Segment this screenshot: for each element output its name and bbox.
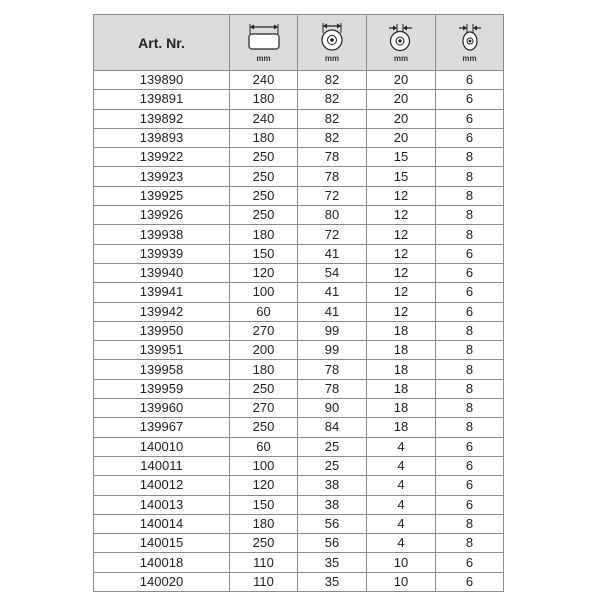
art-nr-cell: 139939 <box>94 244 230 263</box>
art-nr-cell: 139923 <box>94 167 230 186</box>
hub-cell: 6 <box>436 476 504 495</box>
table-row <box>94 572 504 591</box>
art-nr-cell: 140015 <box>94 534 230 553</box>
diameter-cell: 56 <box>298 514 367 533</box>
hub-cell: 6 <box>436 437 504 456</box>
unit-label: mm <box>393 54 409 63</box>
art-nr-cell: 139922 <box>94 148 230 167</box>
art-nr-cell: 139960 <box>94 399 230 418</box>
width-cell: 180 <box>230 360 298 379</box>
art-nr-cell: 139893 <box>94 128 230 147</box>
art-nr-cell: 139938 <box>94 225 230 244</box>
bore-cell: 12 <box>367 263 436 282</box>
bore-cell: 20 <box>367 128 436 147</box>
table-body <box>94 71 504 592</box>
hub-cell: 8 <box>436 399 504 418</box>
art-nr-cell: 139958 <box>94 360 230 379</box>
art-nr-cell: 139941 <box>94 283 230 302</box>
width-cell: 150 <box>230 495 298 514</box>
table-row <box>94 186 504 205</box>
disc-hub-icon <box>455 22 485 52</box>
hub-cell: 6 <box>436 572 504 591</box>
hub-cell: 6 <box>436 128 504 147</box>
hub-cell: 8 <box>436 379 504 398</box>
table-row <box>94 109 504 128</box>
diameter-cell: 82 <box>298 128 367 147</box>
bore-cell: 15 <box>367 148 436 167</box>
width-cell: 250 <box>230 534 298 553</box>
width-cell: 250 <box>230 379 298 398</box>
table-row <box>94 206 504 225</box>
table-row <box>94 225 504 244</box>
diameter-cell: 38 <box>298 476 367 495</box>
bore-cell: 18 <box>367 418 436 437</box>
width-cell: 270 <box>230 399 298 418</box>
diameter-cell: 25 <box>298 437 367 456</box>
art-nr-cell: 140011 <box>94 456 230 475</box>
hub-cell: 6 <box>436 456 504 475</box>
art-nr-cell: 140020 <box>94 572 230 591</box>
bore-cell: 20 <box>367 90 436 109</box>
width-cell: 270 <box>230 321 298 340</box>
width-cell: 250 <box>230 186 298 205</box>
table-row <box>94 553 504 572</box>
width-cell: 100 <box>230 456 298 475</box>
disc-diameter-icon <box>317 22 347 52</box>
width-cell: 100 <box>230 283 298 302</box>
diameter-cell: 78 <box>298 379 367 398</box>
width-cell: 180 <box>230 225 298 244</box>
art-nr-cell: 139891 <box>94 90 230 109</box>
hub-cell: 8 <box>436 360 504 379</box>
table-row <box>94 514 504 533</box>
width-cell: 250 <box>230 167 298 186</box>
bore-cell: 18 <box>367 399 436 418</box>
hub-cell: 6 <box>436 71 504 90</box>
bore-cell: 12 <box>367 283 436 302</box>
diameter-cell: 82 <box>298 109 367 128</box>
diameter-cell: 54 <box>298 263 367 282</box>
table-row <box>94 379 504 398</box>
bore-cell: 4 <box>367 476 436 495</box>
diameter-cell: 78 <box>298 148 367 167</box>
table-row <box>94 399 504 418</box>
art-nr-cell: 140010 <box>94 437 230 456</box>
hub-cell: 8 <box>436 341 504 360</box>
art-nr-cell: 139890 <box>94 71 230 90</box>
header-row <box>94 15 504 71</box>
bore-cell: 12 <box>367 186 436 205</box>
bore-cell: 4 <box>367 514 436 533</box>
table-row <box>94 148 504 167</box>
hub-cell: 8 <box>436 148 504 167</box>
hub-cell: 8 <box>436 206 504 225</box>
table-row <box>94 263 504 282</box>
table-row <box>94 495 504 514</box>
bore-cell: 4 <box>367 495 436 514</box>
art-nr-cell: 139967 <box>94 418 230 437</box>
bore-cell: 12 <box>367 302 436 321</box>
unit-label: mm <box>256 54 271 63</box>
table-row <box>94 418 504 437</box>
diameter-cell: 72 <box>298 225 367 244</box>
diameter-cell: 38 <box>298 495 367 514</box>
header-bore <box>367 15 436 71</box>
width-cell: 180 <box>230 90 298 109</box>
hub-cell: 6 <box>436 495 504 514</box>
bore-cell: 4 <box>367 456 436 475</box>
width-cell: 120 <box>230 263 298 282</box>
hub-cell: 8 <box>436 167 504 186</box>
hub-cell: 6 <box>436 302 504 321</box>
spec-table <box>93 14 504 592</box>
width-cell: 250 <box>230 418 298 437</box>
width-cell: 60 <box>230 437 298 456</box>
header-hub <box>436 15 504 71</box>
bore-cell: 12 <box>367 244 436 263</box>
hub-cell: 6 <box>436 283 504 302</box>
width-cell: 60 <box>230 302 298 321</box>
art-nr-cell: 139940 <box>94 263 230 282</box>
hub-cell: 6 <box>436 109 504 128</box>
diameter-cell: 35 <box>298 572 367 591</box>
unit-label: mm <box>462 54 477 63</box>
diameter-cell: 41 <box>298 244 367 263</box>
art-nr-cell: 140012 <box>94 476 230 495</box>
hub-cell: 8 <box>436 186 504 205</box>
width-cell: 110 <box>230 553 298 572</box>
hub-cell: 8 <box>436 534 504 553</box>
hub-cell: 8 <box>436 321 504 340</box>
disc-bore-icon <box>384 22 418 52</box>
bore-cell: 18 <box>367 379 436 398</box>
table-row <box>94 71 504 90</box>
bore-cell: 10 <box>367 553 436 572</box>
diameter-cell: 72 <box>298 186 367 205</box>
table-row <box>94 90 504 109</box>
table-row <box>94 128 504 147</box>
width-cell: 150 <box>230 244 298 263</box>
bore-cell: 15 <box>367 167 436 186</box>
hub-cell: 6 <box>436 553 504 572</box>
table-row <box>94 321 504 340</box>
diameter-cell: 41 <box>298 283 367 302</box>
bore-cell: 18 <box>367 360 436 379</box>
width-cell: 180 <box>230 128 298 147</box>
art-nr-cell: 139926 <box>94 206 230 225</box>
table-row <box>94 302 504 321</box>
hub-cell: 6 <box>436 263 504 282</box>
width-cell: 120 <box>230 476 298 495</box>
art-nr-cell: 139892 <box>94 109 230 128</box>
diameter-cell: 99 <box>298 341 367 360</box>
unit-label: mm <box>324 54 340 63</box>
hub-cell: 6 <box>436 90 504 109</box>
table-row <box>94 476 504 495</box>
table-row <box>94 456 504 475</box>
art-nr-cell: 140014 <box>94 514 230 533</box>
table-row <box>94 534 504 553</box>
diameter-cell: 35 <box>298 553 367 572</box>
width-cell: 250 <box>230 206 298 225</box>
width-cell: 240 <box>230 109 298 128</box>
width-cell: 240 <box>230 71 298 90</box>
bore-cell: 20 <box>367 71 436 90</box>
header-diameter <box>298 15 367 71</box>
bore-cell: 12 <box>367 225 436 244</box>
bore-cell: 10 <box>367 572 436 591</box>
art-nr-cell: 139925 <box>94 186 230 205</box>
bore-cell: 4 <box>367 534 436 553</box>
width-cell: 200 <box>230 341 298 360</box>
bore-cell: 4 <box>367 437 436 456</box>
width-cell: 250 <box>230 148 298 167</box>
diameter-cell: 90 <box>298 399 367 418</box>
art-nr-cell: 139959 <box>94 379 230 398</box>
bore-cell: 18 <box>367 341 436 360</box>
hub-cell: 8 <box>436 514 504 533</box>
bore-cell: 18 <box>367 321 436 340</box>
diameter-cell: 80 <box>298 206 367 225</box>
header-width <box>230 15 298 71</box>
width-cell: 180 <box>230 514 298 533</box>
table-row <box>94 244 504 263</box>
header-art-nr: Art. Nr. <box>94 15 230 71</box>
diameter-cell: 82 <box>298 71 367 90</box>
diameter-cell: 82 <box>298 90 367 109</box>
hub-cell: 8 <box>436 225 504 244</box>
diameter-cell: 84 <box>298 418 367 437</box>
art-nr-cell: 140018 <box>94 553 230 572</box>
art-nr-cell: 140013 <box>94 495 230 514</box>
width-cell: 110 <box>230 572 298 591</box>
diameter-cell: 25 <box>298 456 367 475</box>
diameter-cell: 41 <box>298 302 367 321</box>
hub-cell: 8 <box>436 418 504 437</box>
bore-cell: 20 <box>367 109 436 128</box>
table-row <box>94 341 504 360</box>
table-row <box>94 437 504 456</box>
table-row <box>94 283 504 302</box>
diameter-cell: 78 <box>298 167 367 186</box>
table-header <box>94 15 504 71</box>
art-nr-cell: 139950 <box>94 321 230 340</box>
diameter-cell: 56 <box>298 534 367 553</box>
bore-cell: 12 <box>367 206 436 225</box>
hub-cell: 6 <box>436 244 504 263</box>
diameter-cell: 78 <box>298 360 367 379</box>
table-row <box>94 167 504 186</box>
diameter-cell: 99 <box>298 321 367 340</box>
art-nr-cell: 139951 <box>94 341 230 360</box>
table-row <box>94 360 504 379</box>
art-nr-cell: 139942 <box>94 302 230 321</box>
width-icon <box>244 22 284 52</box>
